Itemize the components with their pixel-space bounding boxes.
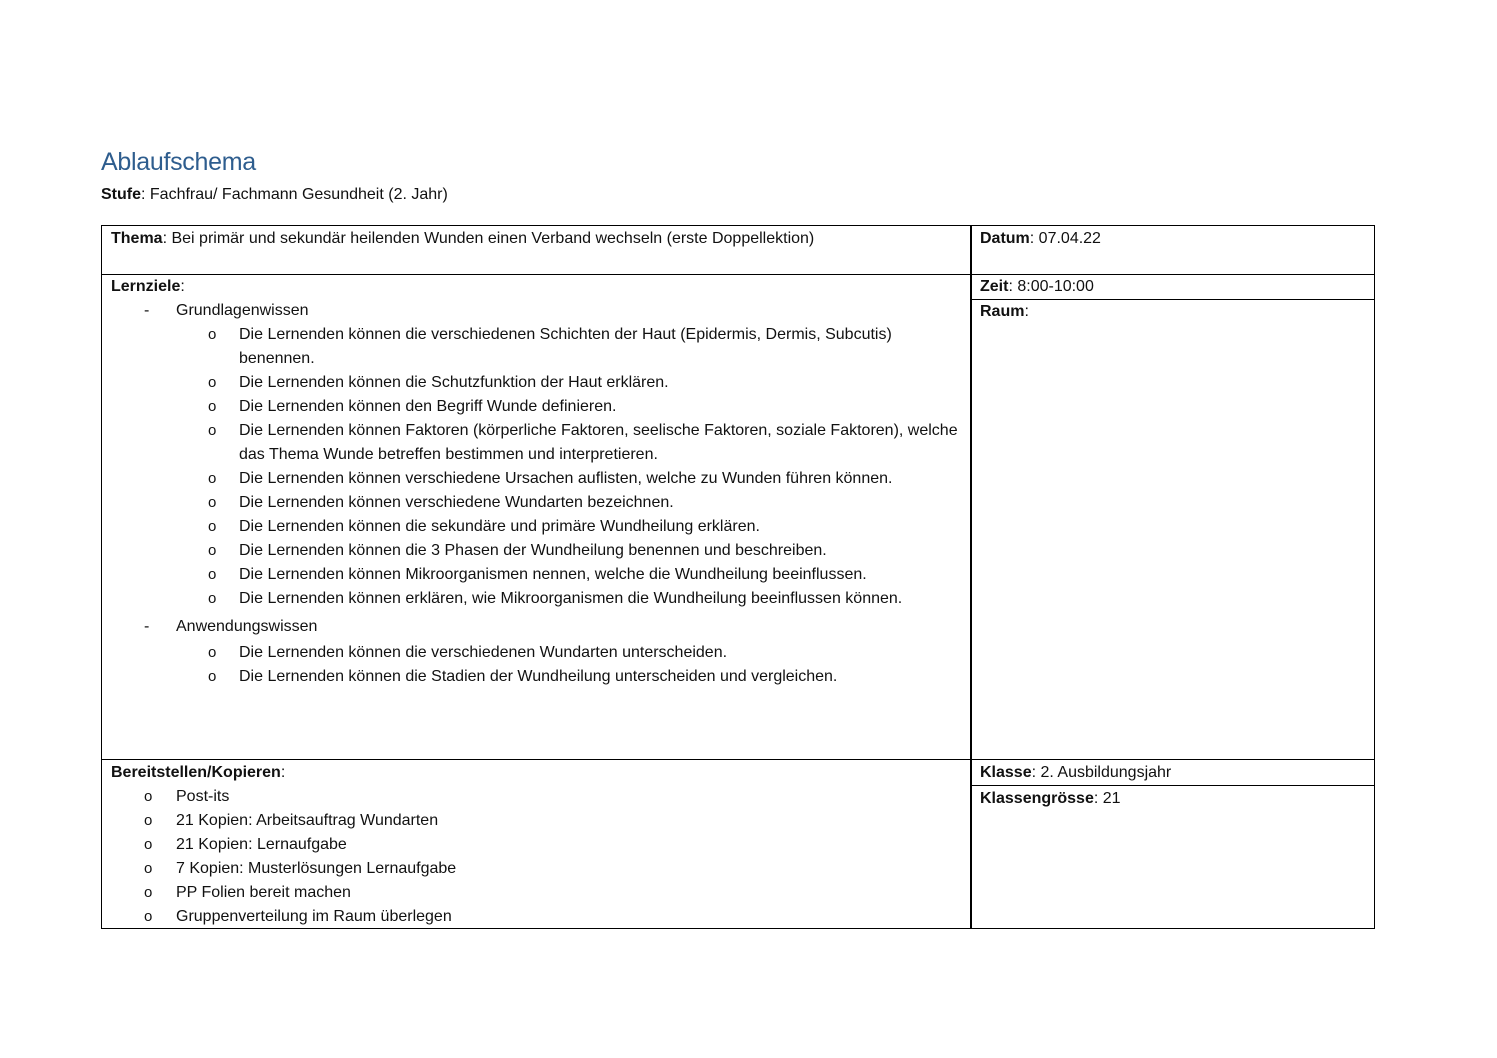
lernziele-group-name: Anwendungswissen [176, 618, 318, 635]
datum-value: : 07.04.22 [1029, 230, 1101, 247]
list-item [102, 563, 959, 587]
raum-value: : [1024, 303, 1029, 320]
circle-bullet: o [144, 788, 153, 805]
zeit-cell [970, 274, 1375, 300]
zeit-label: Zeit [980, 278, 1009, 295]
zeit-value: : 8:00-10:00 [1008, 278, 1094, 295]
list-item [102, 881, 456, 905]
list-item-text: Die Lernenden können die Schutzfunktion der Haut erklären. [239, 374, 669, 391]
circle-bullet: o [208, 644, 217, 661]
datum-cell [970, 225, 1375, 275]
list-item [102, 857, 456, 881]
dash-bullet: - [144, 618, 150, 635]
circle-bullet: o [208, 374, 217, 391]
klassengroesse-cell [970, 785, 1375, 929]
bereitstellen-cell [101, 759, 972, 929]
list-item-text: 7 Kopien: Musterlösungen Lernaufgabe [176, 860, 457, 877]
lernziele-cell [101, 274, 972, 760]
circle-bullet: o [208, 542, 217, 559]
list-item [102, 905, 456, 929]
raum-line [980, 300, 1029, 324]
circle-bullet: o [208, 668, 217, 685]
list-item-text: Die Lernenden können die sekundäre und primäre Wundheilung erklären. [239, 518, 760, 535]
raum-label: Raum [980, 303, 1025, 320]
zeit-line [980, 275, 1094, 299]
stufe-label: Stufe [101, 186, 141, 203]
list-item [102, 491, 959, 515]
list-item [102, 515, 959, 539]
circle-bullet: o [144, 860, 153, 877]
circle-bullet: o [208, 566, 217, 583]
datum-label: Datum [980, 230, 1030, 247]
stufe-line [101, 186, 448, 204]
thema-cell [101, 225, 972, 275]
circle-bullet: o [208, 398, 217, 415]
document-title: Ablaufschema [101, 148, 256, 176]
lernziele-items [102, 323, 959, 611]
thema-value: : Bei primär und sekundär heilenden Wunden einen Verband wechseln (erste Doppellektion) [162, 230, 815, 247]
list-item-text: Die Lernenden können den Begriff Wunde definieren. [239, 398, 617, 415]
lernziele-label: Lernziele [111, 278, 181, 295]
lernziele-group [102, 615, 959, 689]
list-item [102, 665, 959, 689]
list-item [102, 371, 959, 395]
bereitstellen-suffix: : [280, 764, 286, 781]
list-item-text: Die Lernenden können die Stadien der Wundheilung unterscheiden und vergleichen. [239, 668, 838, 685]
klassengroesse-label: Klassengrösse [980, 790, 1094, 807]
lernziele-list [102, 299, 959, 689]
circle-bullet: o [144, 812, 153, 829]
list-item-text: Die Lernenden können erklären, wie Mikroorganismen die Wundheilung beeinflussen können. [239, 590, 903, 607]
stufe-value: : Fachfrau/ Fachmann Gesundheit (2. Jahr) [141, 186, 448, 203]
circle-bullet: o [208, 518, 217, 535]
list-item-text: Die Lernenden können die verschiedenen Schichten der Haut (Epidermis, Dermis, Subcutis) benennen. [239, 326, 892, 367]
circle-bullet: o [208, 494, 217, 511]
list-item-text: 21 Kopien: Arbeitsauftrag Wundarten [176, 812, 439, 829]
list-item-text: Die Lernenden können die verschiedenen Wundarten unterscheiden. [239, 644, 728, 661]
list-item-text: Post-its [176, 788, 230, 805]
circle-bullet: o [144, 908, 153, 925]
list-item [102, 785, 456, 809]
circle-bullet: o [144, 836, 153, 853]
list-item-text: Gruppenverteilung im Raum überlegen [176, 908, 452, 925]
lernziele-suffix: : [180, 278, 185, 295]
list-item-text: Die Lernenden können verschiedene Ursachen auflisten, welche zu Wunden führen können. [239, 470, 893, 487]
circle-bullet: o [208, 326, 217, 343]
circle-bullet: o [208, 590, 217, 607]
circle-bullet: o [208, 470, 217, 487]
list-item [102, 539, 959, 563]
klasse-line [980, 761, 1171, 785]
list-item [102, 833, 456, 857]
thema-line [111, 227, 814, 251]
bereitstellen-list [102, 785, 456, 929]
list-item-text: Die Lernenden können Mikroorganismen nennen, welche die Wundheilung beeinflussen. [239, 566, 867, 583]
list-item [102, 323, 959, 371]
list-item-text: Die Lernenden können verschiedene Wundarten bezeichnen. [239, 494, 674, 511]
lernziele-heading [111, 275, 185, 299]
list-item-text: 21 Kopien: Lernaufgabe [176, 836, 347, 853]
list-item [102, 467, 959, 491]
list-item [102, 641, 959, 665]
datum-line [980, 227, 1101, 251]
list-item [102, 395, 959, 419]
circle-bullet: o [144, 884, 153, 901]
klassengroesse-value: : 21 [1093, 790, 1121, 807]
list-item [102, 419, 959, 467]
bereitstellen-label: Bereitstellen/Kopieren [111, 764, 281, 781]
circle-bullet: o [208, 422, 217, 439]
bereitstellen-heading [111, 761, 285, 785]
raum-cell [970, 299, 1375, 760]
klasse-label: Klasse [980, 764, 1032, 781]
list-item-text: PP Folien bereit machen [176, 884, 351, 901]
lernziele-groups [102, 299, 959, 689]
lernziele-group [102, 299, 959, 611]
lernziele-items [102, 641, 959, 689]
klasse-value: : 2. Ausbildungsjahr [1031, 764, 1172, 781]
list-item [102, 587, 959, 611]
list-item-text: Die Lernenden können Faktoren (körperliche Faktoren, seelische Faktoren, soziale Faktoren), welche das Thema Wunde betreffen bestimmen und interpretieren. [239, 422, 958, 463]
list-item [102, 809, 456, 833]
dash-bullet: - [144, 302, 150, 319]
thema-label: Thema [111, 230, 163, 247]
lernziele-group-name: Grundlagenwissen [176, 302, 309, 319]
klassengroesse-line [980, 787, 1121, 811]
list-item-text: Die Lernenden können die 3 Phasen der Wundheilung benennen und beschreiben. [239, 542, 827, 559]
klasse-cell [970, 759, 1375, 786]
